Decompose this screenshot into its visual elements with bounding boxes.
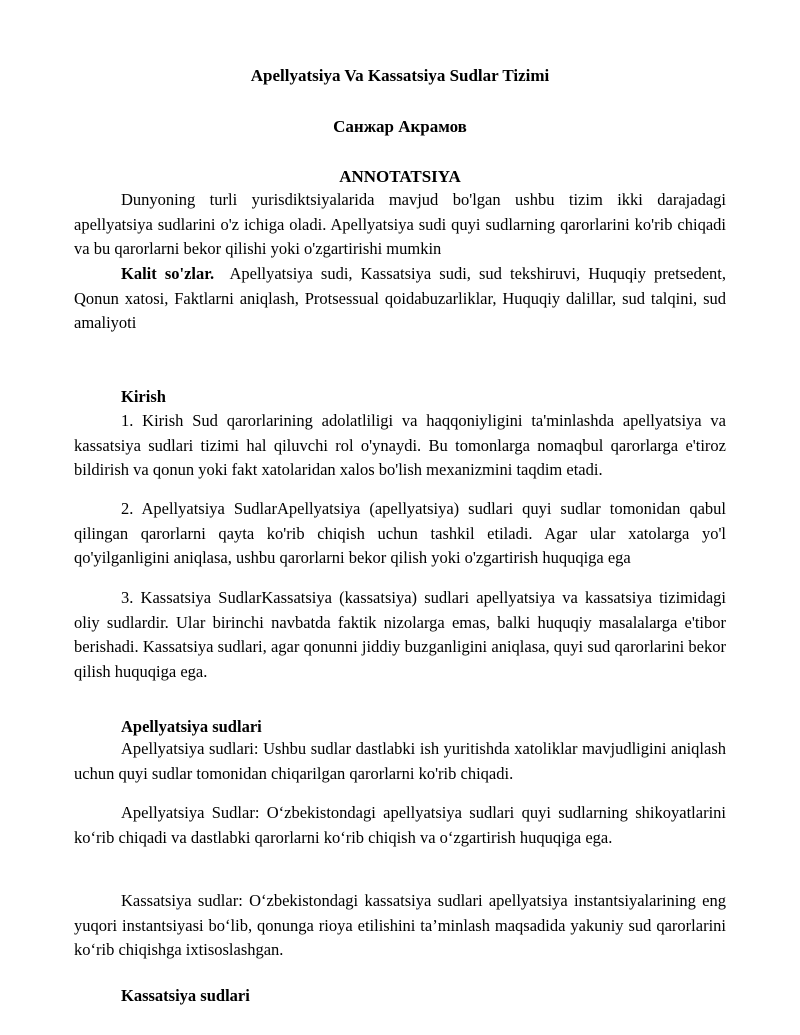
- appellate-paragraph-1: Apellyatsiya sudlari: Ushbu sudlar dastlabki ish yuritishda xatoliklar mavjudligini aniqlash uchun quyi sudlar tomonidan chiqarilgan qarorlarni ko'rib chiqadi.: [74, 739, 726, 783]
- cassation-heading: Kassatsiya sudlari: [121, 986, 250, 1005]
- appellate-heading: Apellyatsiya sudlari: [121, 717, 262, 736]
- intro-paragraph-2: 2. Apellyatsiya SudlarApellyatsiya (apellyatsiya) sudlari quyi sudlar tomonidan qabul qilingan qarorlarni qayta ko'rib chiqish uchun tashkil etiladi. Agar ular xatolarga yo'l qo'yilganligini aniqlasa, ushbu qarorlarni bekor qilish yoki o'zgartirish huquqiga ega: [74, 499, 726, 567]
- keywords-paragraph: [74, 262, 726, 336]
- annotation-heading: ANNOTATSIYA: [339, 167, 461, 186]
- appellate-paragraph-2: Apellyatsiya Sudlar: O‘zbekistondagi apellyatsiya sudlari quyi sudlarning shikoyatlarini ko‘rib chiqadi va dastlabki qarorlarni ko‘rib chiqish va o‘zgartirish huquqiga ega.: [74, 803, 726, 847]
- intro-paragraph-2-block: [74, 497, 726, 571]
- appellate-paragraph-3: Kassatsiya sudlar: O‘zbekistondagi kassatsiya sudlari apellyatsiya instantsiyalarining eng yuqori instantsiyasi bo‘lib, qonunga rioya etilishini ta’minlash maqsadida yakuniy sud qarorlarini ko‘rib chiqishga ixtisoslashgan.: [74, 891, 726, 959]
- appellate-paragraph-3-block: [74, 889, 726, 963]
- keywords-block: [74, 262, 726, 336]
- annotation-text: Dunyoning turli yurisdiktsiyalarida mavjud bo'lgan ushbu tizim ikki darajadagi apellyatsiya sudlarini o'z ichiga oladi. Apellyatsiya sudi quyi sudlarning qarorlarini ko'rib chiqadi va bu qarorlarni bekor qilishi yoki o'zgartirishi mumkin: [74, 190, 726, 258]
- keywords-label: Kalit so'zlar.: [121, 264, 215, 283]
- intro-paragraph-3: 3. Kassatsiya SudlarKassatsiya (kassatsiya) sudlari apellyatsiya va kassatsiya tizimidagi oliy sudlardir. Ular birinchi navbatda faktik nizolarga emas, balki huquqiy masalalarga e'tibor berishadi. Kassatsiya sudlari, agar qonunni jiddiy buzganligini aniqlasa, quyi sud qarorlarini bekor qilish huquqiga ega.: [74, 588, 726, 681]
- intro-heading: Kirish: [121, 387, 166, 406]
- appellate-paragraph-2-block: [74, 801, 726, 850]
- keywords-text: Apellyatsiya sudi, Kassatsiya sudi, sud tekshiruvi, Huquqiy pretsedent, Qonun xatosi, Faktlarni aniqlash, Protsessual qoidabuzarliklar, Huquqiy dalillar, sud talqini, sud amaliyoti: [74, 264, 726, 332]
- intro-paragraph-1-block: [74, 409, 726, 483]
- appellate-paragraph-1-block: [74, 737, 726, 786]
- author-name: Санжар Акрамов: [333, 117, 467, 136]
- paper-title: Apellyatsiya Va Kassatsiya Sudlar Tizimi: [250, 66, 550, 85]
- annotation-text-block: [74, 188, 726, 262]
- intro-paragraph-3-block: [74, 586, 726, 684]
- intro-paragraph-1: 1. Kirish Sud qarorlarining adolatliligi va haqqoniyligini ta'minlashda apellyatsiya va kassatsiya sudlari tizimi hal qiluvchi rol o'ynaydi. Bu tomonlarga nomaqbul qarorlarga e'tiroz bildirish va qonun yoki fakt xatolaridan xalos bo'lish mexanizmini taqdim etadi.: [74, 411, 726, 479]
